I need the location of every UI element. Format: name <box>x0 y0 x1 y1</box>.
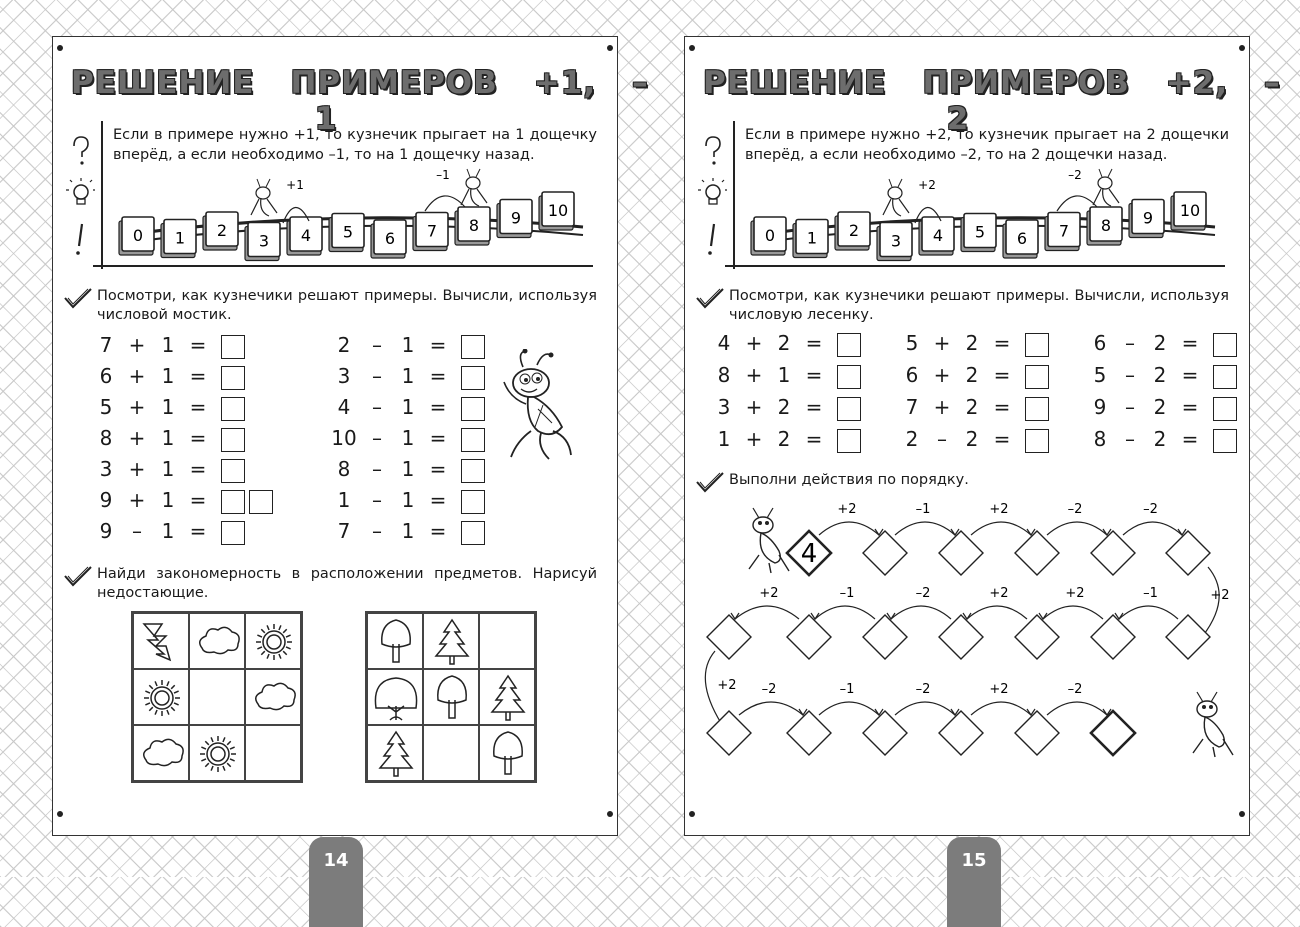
answer-box[interactable] <box>249 490 273 514</box>
equation-operand: 2 <box>1153 427 1167 451</box>
equation-row <box>329 362 485 390</box>
answer-box[interactable] <box>221 490 245 514</box>
equation-operator: – <box>372 395 382 419</box>
intro-text: Если в примере нужно +1, то кузнечик прыгает на 1 дощечку вперёд, а если необходимо –1, то на 1 дощечку назад. <box>113 127 597 163</box>
bridge-number: 1 <box>806 228 818 248</box>
title-word: РЕШЕНИЕ <box>703 65 887 101</box>
answer-diamond[interactable] <box>1015 711 1059 755</box>
grid-cell-empty[interactable] <box>423 725 479 781</box>
grid-cell <box>367 725 423 781</box>
equation-equals: = <box>805 363 823 387</box>
jump-arc <box>1119 606 1178 619</box>
equation-operand: 2 <box>1153 363 1167 387</box>
answer-diamond[interactable] <box>863 711 907 755</box>
cloud-icon <box>246 670 302 726</box>
equation-row <box>93 424 245 452</box>
equation-operand: 5 <box>99 395 113 419</box>
operation-label: –1 <box>915 502 931 517</box>
cloud-icon <box>190 614 246 670</box>
answer-diamond[interactable] <box>1015 531 1059 575</box>
equation-operator: + <box>128 426 146 450</box>
fir-tree-icon <box>424 614 480 670</box>
grid-cell <box>423 669 479 725</box>
equation-equals: = <box>1181 331 1199 355</box>
grid-cell <box>479 669 535 725</box>
equation-row <box>93 455 245 483</box>
equation-operand: 3 <box>99 457 113 481</box>
answer-box[interactable] <box>221 459 245 483</box>
right-page <box>684 36 1281 871</box>
jump-arc <box>971 522 1031 535</box>
equation-operator: + <box>933 395 951 419</box>
equation-equals: = <box>429 488 447 512</box>
equation-operand: 1 <box>161 364 175 388</box>
grid-cell <box>367 669 423 725</box>
task-1-text: Посмотри, как кузнечики решают примеры. Вычисли, используя числовой мостик. <box>97 288 597 323</box>
grid-cell-empty[interactable] <box>245 725 301 781</box>
exclamation-icon <box>76 224 82 255</box>
bridge-plank <box>287 217 322 255</box>
jump-arc <box>819 522 879 535</box>
title-word: +1, <box>533 65 597 101</box>
equation-operand: 2 <box>777 427 791 451</box>
equation-operator: + <box>128 333 146 357</box>
number-bridge <box>113 165 593 263</box>
bridge-number: 0 <box>764 226 776 245</box>
operation-chain <box>685 37 1251 837</box>
page-number: 15 <box>947 837 1001 927</box>
bridge-plank <box>455 207 490 245</box>
equation-operand: 2 <box>965 331 979 355</box>
bridge-plank <box>371 220 406 258</box>
grid-cell <box>133 725 189 781</box>
equation-equals: = <box>993 395 1011 419</box>
equation-operand: 8 <box>99 426 113 450</box>
equation-operator: – <box>1125 331 1135 355</box>
equation-operator: + <box>128 395 146 419</box>
equation-operand: 6 <box>905 363 919 387</box>
operation-label: –2 <box>761 682 777 697</box>
equation-row <box>329 393 485 421</box>
equation-operand: 1 <box>401 519 415 543</box>
jump-arc <box>1043 606 1103 619</box>
equation-row <box>93 362 245 390</box>
bridge-plank <box>413 213 448 251</box>
equation-equals: = <box>189 457 207 481</box>
bridge-number: 8 <box>468 216 480 235</box>
bridge-number: 9 <box>510 208 522 228</box>
equation-operand: 1 <box>161 333 175 357</box>
bridge-number: 7 <box>426 221 438 241</box>
bridge-number: 6 <box>384 229 396 248</box>
equation-operand: 4 <box>717 331 731 355</box>
title-word: РЕШЕНИЕ <box>71 65 255 101</box>
grid-cell <box>189 725 245 781</box>
grid-cell <box>133 669 189 725</box>
operation-label: +2 <box>989 682 1009 697</box>
lightning-icon <box>134 614 190 670</box>
equation-operand: 1 <box>401 333 415 357</box>
equation-operand: 1 <box>161 488 175 512</box>
answer-diamond[interactable] <box>1015 615 1059 659</box>
equation-operator: – <box>937 427 947 451</box>
operation-label: –2 <box>1143 502 1158 517</box>
equation-equals: = <box>1181 427 1199 451</box>
equation-equals: = <box>189 426 207 450</box>
grid-cell <box>423 613 479 669</box>
equation-operand: 1 <box>401 395 415 419</box>
equation-equals: = <box>1181 395 1199 419</box>
bridge-number: 2 <box>216 221 228 240</box>
equation-operand: 2 <box>905 427 919 451</box>
operation-label: –2 <box>1067 682 1083 697</box>
mushroom-tree-icon <box>368 614 424 670</box>
equation-row <box>329 517 485 545</box>
bridge-number: 5 <box>974 222 986 242</box>
divider-horizontal <box>93 265 593 267</box>
grasshopper-icon <box>1193 692 1233 757</box>
fir-tree-icon <box>368 726 424 782</box>
jump-label: –1 <box>436 168 450 182</box>
lightbulb-icon <box>66 178 95 204</box>
equation-equals: = <box>189 488 207 512</box>
title-word: ПРИМЕРОВ <box>290 65 498 101</box>
equation-operand: 6 <box>1093 331 1107 355</box>
equation-equals: = <box>993 363 1011 387</box>
equation-operand: 9 <box>1093 395 1107 419</box>
jump-arc <box>971 702 1031 715</box>
grid-cell <box>245 669 301 725</box>
equation-operand: 1 <box>161 519 175 543</box>
equation-operand: 8 <box>1093 427 1107 451</box>
bridge-number: 2 <box>848 221 860 240</box>
answer-box[interactable] <box>461 397 485 421</box>
equation-operand: 7 <box>337 519 351 543</box>
equation-operator: + <box>128 488 146 512</box>
bridge-number: 4 <box>932 226 944 245</box>
equation-operator: + <box>128 457 146 481</box>
equation-operand: 8 <box>337 457 351 481</box>
answer-diamond[interactable] <box>1091 615 1135 659</box>
start-value: 4 <box>800 539 818 569</box>
operation-label: +2 <box>759 586 779 601</box>
bridge-plank <box>203 212 238 250</box>
equation-row <box>93 486 273 514</box>
pattern-grid-1 <box>131 611 303 783</box>
grid-cell <box>133 613 189 669</box>
task-2 <box>63 565 599 605</box>
equation-operand: 1 <box>401 426 415 450</box>
equation-operand: 7 <box>905 395 919 419</box>
equation-operand: 2 <box>965 427 979 451</box>
bridge-number: 10 <box>547 201 569 220</box>
grid-cell <box>367 613 423 669</box>
equation-operator: + <box>745 427 763 451</box>
equation-operand: 2 <box>1153 395 1167 419</box>
answer-box[interactable] <box>461 335 485 359</box>
equation-operand: 1 <box>777 363 791 387</box>
equation-equals: = <box>429 519 447 543</box>
grid-cell <box>479 725 535 781</box>
task-2-text: Найди закономерность в расположении предметов. Нарисуй недостающие. <box>97 566 597 601</box>
operation-label: +2 <box>837 502 857 517</box>
equation-operand: 2 <box>337 333 351 357</box>
margin-icons <box>65 132 95 262</box>
equation-operand: 2 <box>777 395 791 419</box>
answer-diamond[interactable] <box>787 615 831 659</box>
answer-diamond[interactable] <box>1091 711 1135 755</box>
equation-row <box>329 424 485 452</box>
answer-diamond[interactable] <box>707 711 751 755</box>
answer-diamond[interactable] <box>939 615 983 659</box>
equation-operator: – <box>372 426 382 450</box>
bridge-plank <box>245 223 280 261</box>
equation-operator: – <box>372 364 382 388</box>
bridge-number: 3 <box>890 231 902 251</box>
sun-icon <box>246 614 302 670</box>
bridge-number: 0 <box>132 226 144 245</box>
bridge-plank <box>161 220 196 258</box>
grasshopper-icon <box>251 179 277 216</box>
bridge-number: 3 <box>258 231 270 251</box>
grid-cell <box>189 613 245 669</box>
jump-arc <box>1123 522 1182 535</box>
jump-arc <box>891 606 951 619</box>
equation-row <box>329 331 485 359</box>
grasshopper-icon <box>461 169 487 206</box>
grasshopper-icon <box>493 349 578 464</box>
equation-equals: = <box>429 395 447 419</box>
answer-diamond[interactable] <box>939 711 983 755</box>
equation-operator: – <box>372 333 382 357</box>
equation-operand: 3 <box>337 364 351 388</box>
equation-equals: = <box>189 395 207 419</box>
sun-icon <box>134 670 190 726</box>
equation-operand: 5 <box>905 331 919 355</box>
answer-diamond[interactable] <box>1166 615 1210 659</box>
checkmark-icon <box>63 565 93 587</box>
equation-equals: = <box>1181 363 1199 387</box>
divider-vertical <box>101 121 103 269</box>
title-word: ПРИМЕРОВ <box>922 65 1130 101</box>
equation-equals: = <box>429 457 447 481</box>
left-page <box>52 36 649 871</box>
mushroom-tree-icon <box>480 726 536 782</box>
jump-label: –2 <box>1068 168 1082 182</box>
bridge-number: 6 <box>1016 229 1028 248</box>
answer-diamond[interactable] <box>1166 531 1210 575</box>
operation-label: –2 <box>915 682 931 697</box>
equation-operand: 6 <box>99 364 113 388</box>
operation-label: +2 <box>1065 586 1085 601</box>
equation-operand: 9 <box>99 519 113 543</box>
fir-tree-icon <box>480 670 536 726</box>
equation-equals: = <box>189 519 207 543</box>
equation-operand: 2 <box>777 331 791 355</box>
equation-operand: 1 <box>401 364 415 388</box>
equation-operand: 3 <box>717 395 731 419</box>
equation-operator: – <box>132 519 142 543</box>
equation-operand: 8 <box>717 363 731 387</box>
equation-equals: = <box>993 331 1011 355</box>
equation-operand: 1 <box>161 457 175 481</box>
equation-equals: = <box>805 427 823 451</box>
equation-operator: + <box>933 331 951 355</box>
equation-equals: = <box>429 426 447 450</box>
equation-row <box>329 455 485 483</box>
task-1-text: Посмотри, как кузнечики решают примеры. Вычисли, используя числовую лесенку. <box>729 288 1229 323</box>
equation-operand: 2 <box>965 363 979 387</box>
equation-equals: = <box>993 427 1011 451</box>
jump-label: +2 <box>918 178 936 192</box>
answer-box[interactable] <box>221 521 245 545</box>
equation-equals: = <box>805 395 823 419</box>
equation-operand: 2 <box>965 395 979 419</box>
operation-label: –1 <box>1143 586 1158 601</box>
bridge-number: 4 <box>300 226 312 245</box>
jump-arc <box>819 702 879 715</box>
equation-operand: 9 <box>99 488 113 512</box>
jump-arc <box>1047 702 1107 715</box>
mushroom-tree-icon <box>424 670 480 726</box>
equation-equals: = <box>429 364 447 388</box>
jump-arc <box>895 522 955 535</box>
title-word: +2, <box>1165 65 1229 101</box>
bridge-plank <box>497 200 532 238</box>
title-word: –2 <box>946 65 1281 137</box>
bridge-number: 7 <box>1058 221 1070 241</box>
equation-equals: = <box>189 364 207 388</box>
answer-diamond[interactable] <box>863 615 907 659</box>
bridge-number: 9 <box>1142 208 1154 228</box>
equation-operator: – <box>372 519 382 543</box>
equation-row <box>93 517 245 545</box>
equation-operand: 1 <box>717 427 731 451</box>
grid-cell-empty[interactable] <box>479 613 535 669</box>
equation-operator: + <box>745 395 763 419</box>
operation-label: +2 <box>989 502 1009 517</box>
operation-label: +2 <box>717 678 737 693</box>
jump-label: +1 <box>286 178 304 192</box>
equation-operator: – <box>372 457 382 481</box>
operation-label: –1 <box>839 682 855 697</box>
answer-box[interactable] <box>461 459 485 483</box>
intro-text: Если в примере нужно +2, то кузнечик прыгает на 2 дощечки вперёд, а если необходимо –2, то на 2 дощечки назад. <box>745 127 1229 163</box>
equation-operand: 1 <box>161 395 175 419</box>
operation-label: +2 <box>1210 588 1230 603</box>
answer-box[interactable] <box>461 366 485 390</box>
jump-arc <box>735 606 799 619</box>
equation-row <box>329 486 485 514</box>
equation-operand: 1 <box>337 488 351 512</box>
equation-operator: – <box>1125 427 1135 451</box>
equation-equals: = <box>189 333 207 357</box>
grid-cell <box>245 613 301 669</box>
pin-dot <box>57 45 63 51</box>
equation-operator: + <box>933 363 951 387</box>
bridge-number: 1 <box>174 228 186 248</box>
equation-operator: – <box>1125 395 1135 419</box>
answer-diamond[interactable] <box>787 711 831 755</box>
equation-equals: = <box>805 331 823 355</box>
jump-arc <box>815 606 875 619</box>
operation-label: –2 <box>1067 502 1083 517</box>
answer-box[interactable] <box>221 397 245 421</box>
page-number: 14 <box>309 837 363 927</box>
equation-operand: 10 <box>331 426 357 450</box>
bridge-number: 10 <box>1179 201 1201 220</box>
equation-equals: = <box>429 333 447 357</box>
question-icon <box>74 137 88 165</box>
equation-row <box>93 393 245 421</box>
bridge-plank <box>329 214 364 252</box>
operation-label: –2 <box>915 586 931 601</box>
grid-cell-empty[interactable] <box>189 669 245 725</box>
equation-operand: 1 <box>401 488 415 512</box>
answer-box[interactable] <box>221 335 245 359</box>
sun-icon <box>190 726 246 782</box>
jump-arc <box>739 702 803 715</box>
grasshopper-icon <box>749 508 789 573</box>
equation-operand: 7 <box>99 333 113 357</box>
answer-diamond[interactable] <box>863 531 907 575</box>
title-word: –1 <box>314 65 649 137</box>
pin-dot <box>607 811 613 817</box>
answer-box[interactable] <box>461 428 485 452</box>
task-2-text: Выполни действия по порядку. <box>729 472 969 488</box>
pattern-grid-2 <box>365 611 537 783</box>
pin-dot <box>57 811 63 817</box>
bridge-plank <box>539 192 574 230</box>
bridge-number: 5 <box>342 222 354 242</box>
pin-dot <box>607 45 613 51</box>
equation-row <box>93 331 245 359</box>
bush-tree-icon <box>368 670 424 726</box>
answer-diamond[interactable] <box>939 531 983 575</box>
answer-box[interactable] <box>221 366 245 390</box>
bridge-number: 8 <box>1100 216 1112 235</box>
operation-label: +2 <box>989 586 1009 601</box>
equation-operator: + <box>745 363 763 387</box>
equation-operator: – <box>1125 363 1135 387</box>
answer-box[interactable] <box>221 428 245 452</box>
checkmark-icon <box>63 287 93 309</box>
equation-operand: 2 <box>1153 331 1167 355</box>
equation-operand: 1 <box>161 426 175 450</box>
cloud-icon <box>134 726 190 782</box>
operation-label: –1 <box>839 586 855 601</box>
answer-box[interactable] <box>461 521 485 545</box>
equation-operator: + <box>128 364 146 388</box>
equation-operand: 5 <box>1093 363 1107 387</box>
jump-arc <box>895 702 955 715</box>
equation-operand: 4 <box>337 395 351 419</box>
jump-arc <box>1047 522 1107 535</box>
answer-diamond[interactable] <box>1091 531 1135 575</box>
answer-box[interactable] <box>461 490 485 514</box>
equation-operator: + <box>745 331 763 355</box>
equation-operator: – <box>372 488 382 512</box>
equation-operand: 1 <box>401 457 415 481</box>
jump-arc <box>967 606 1027 619</box>
bridge-plank <box>119 217 154 255</box>
